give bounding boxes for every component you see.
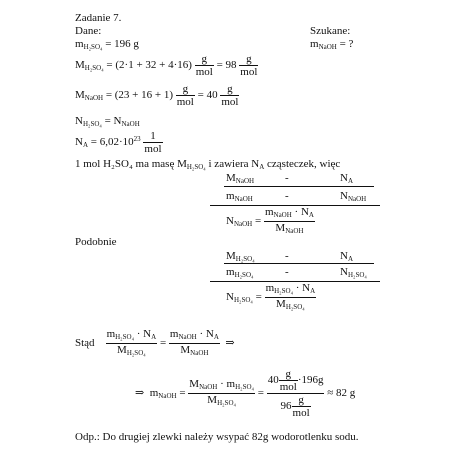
particle-count-equality: $N_{H_2SO_4} = N_{NaOH}$	[75, 115, 140, 128]
proportion2-row1-dash: -	[285, 250, 289, 262]
mass-h2so4-line: $m_{H_2SO_4} = 196$ g	[75, 38, 139, 51]
proportion2-row2-right: $N_{H_2SO_4}$	[340, 266, 367, 279]
proportion1-row2-right: $N_{NaOH}$	[340, 190, 367, 203]
final-equation: ⇒ $m_{NaOH}$ = $\frac{M_{NaOH} \cdot m_{H_2SO_4}}{M_{H_2SO_4}}$ = 40 $\frac{g}{\text{mol}}$ ·196g 96 $\frac{g}{\text{mol}}$ ≈ 82 g	[135, 368, 356, 419]
molar-mass-h2so4-line: $M_{H_2SO_4} = (2\cdot 1 + 32 + 4\cdot 16)$ $\frac{g}{\text{mol}}$ = 98 $\frac{g}{\text{mol}}$	[75, 53, 258, 78]
proportion2-row1-right: $N_A$	[340, 250, 354, 263]
answer-text: Odp.: Do drugiej zlewki należy wsypać 82g wodorotlenku sodu.	[75, 431, 359, 443]
sought-expression: $m_{NaOH}$ = ?	[310, 38, 354, 51]
proportion1-divider-1	[224, 186, 374, 187]
task-title: Zadanie 7.	[75, 12, 122, 24]
avogadro-line: $N_A = 6,02\cdot 10^{23}$ $\frac{1}{\text{mol}}$	[75, 130, 162, 155]
sought-label: Szukane:	[310, 25, 351, 37]
proportion1-row1-right: $N_A$	[340, 172, 354, 185]
molar-mass-naoh-line: $M_{NaOH} = (23 + 16 + 1)$ $\frac{g}{\text{mol}}$ = 40 $\frac{g}{\text{mol}}$	[75, 83, 239, 108]
hence-equation: Stąd $\frac{m_{H_2SO_4} \cdot N_A}{M_{H_2SO_4}}$ = $\frac{m_{NaOH} \cdot N_A}{M_{NaOH}}$ ⇒	[75, 328, 235, 357]
proportion1-result: $N_{NaOH}$ = $\frac{m_{NaOH} \cdot N_A}{M_{NaOH}}$	[226, 206, 314, 235]
proportion2-result: $N_{H_2SO_4}$ = $\frac{m_{H_2SO_4} \cdot N_A}{M_{H_2SO_4}}$	[226, 282, 316, 311]
proportion1-row1-left: $M_{NaOH}$	[226, 172, 255, 185]
mass-sentence: 1 mol H₂SO₄ ma masę $M_{H_2SO_4}$ i zawiera $N_A$ cząsteczek, więc	[75, 158, 341, 171]
similarly-label: Podobnie	[75, 236, 117, 248]
proportion2-row2-left: $m_{H_2SO_4}$	[226, 266, 254, 279]
proportion2-row1-left: $M_{H_2SO_4}$	[226, 250, 255, 263]
proportion1-row2-left: $m_{NaOH}$	[226, 190, 253, 203]
proportion1-row2-dash: -	[285, 190, 289, 202]
given-label: Dane:	[75, 25, 102, 37]
proportion2-row2-dash: -	[285, 266, 289, 278]
proportion1-row1-dash: -	[285, 172, 289, 184]
proportion2-divider-1	[224, 263, 374, 264]
